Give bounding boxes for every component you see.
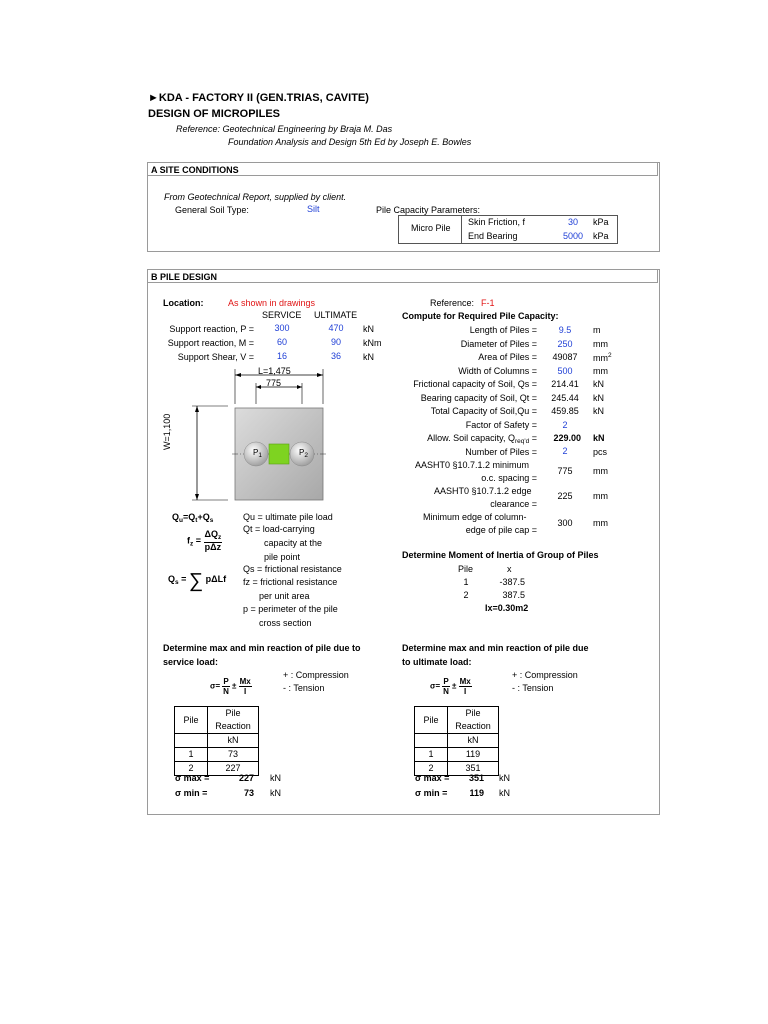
- load-ultimate-p: 470: [328, 323, 344, 333]
- doc-title: DESIGN OF MICROPILES: [148, 108, 281, 120]
- service-col-reaction-1: Pile: [208, 707, 259, 721]
- ultimate-compression: + : Compression: [512, 670, 578, 680]
- allow-unit: kN: [593, 433, 605, 443]
- ultimate-max-unit: kN: [499, 773, 510, 783]
- service-compression: + : Compression: [283, 670, 349, 680]
- capacity-unit-text: mm: [593, 365, 608, 376]
- edge-value: 300: [557, 518, 573, 528]
- service-heading-2: service load:: [163, 657, 219, 667]
- table-row-reaction: 351: [448, 762, 499, 776]
- load-ultimate-v: 36: [330, 351, 341, 361]
- legend-qt-2: capacity at the: [264, 538, 323, 548]
- service-col-pile: Pile: [175, 707, 208, 734]
- ultimate-col-reaction-2: Reaction: [448, 720, 499, 734]
- end-bearing-label: End Bearing: [468, 231, 518, 241]
- inertia-pile-1: 1: [463, 577, 469, 587]
- capacity-unit-text: kN: [593, 406, 604, 416]
- inertia-heading: Determine Moment of Inertia of Group of Piles: [402, 550, 599, 560]
- skin-friction-unit: kPa: [593, 217, 609, 227]
- ultimate-unit: kN: [448, 734, 499, 748]
- service-min-label: σ min =: [175, 788, 208, 798]
- capacity-value: 500: [557, 365, 573, 376]
- section-b-heading: B PILE DESIGN: [147, 269, 658, 283]
- arrow-down-icon: [195, 494, 199, 500]
- pile-type: Micro Pile: [411, 223, 451, 233]
- soil-type-label: General Soil Type:: [175, 205, 249, 215]
- col-ultimate: ULTIMATE: [314, 310, 358, 320]
- aashto1-value: 775: [557, 466, 573, 476]
- service-heading-1: Determine max and min reaction of pile due to: [163, 643, 361, 653]
- load-ultimate-m: 90: [330, 337, 341, 347]
- legend-qt: Qt = load-carrying: [243, 524, 315, 534]
- capacity-label: Factor of Safety =: [465, 419, 537, 430]
- legend-fz-2: per unit area: [259, 591, 310, 601]
- capacity-unit-text: kN: [593, 392, 604, 403]
- reference-label: Reference:: [430, 298, 475, 308]
- service-tension: - : Tension: [283, 683, 325, 693]
- capacity-unit: [593, 325, 601, 335]
- load-unit-m: kNm: [363, 338, 382, 348]
- allow-label: Allow. Soil capacity, $Q_{req'd}$ =: [427, 433, 537, 445]
- formula-qs: $Q_s$ = ∑ pΔLf: [168, 570, 227, 592]
- inertia-result: Ix=0.30m2: [485, 603, 529, 613]
- pile-params-label: Pile Capacity Parameters:: [376, 205, 481, 215]
- ultimate-max-value: 351: [468, 773, 484, 783]
- section-a-heading: A SITE CONDITIONS: [147, 162, 658, 176]
- superscript-two: 2: [608, 352, 612, 359]
- num-piles-value: 2: [562, 446, 568, 456]
- inertia-col-x: x: [507, 564, 512, 574]
- reference-value: F-1: [481, 298, 495, 308]
- ultimate-heading-1: Determine max and min reaction of pile due: [402, 643, 589, 653]
- capacity-unit: [593, 352, 612, 363]
- capacity-value: 214.41: [551, 379, 579, 389]
- allow-value: 229.00: [553, 433, 581, 443]
- load-service-m: 60: [276, 337, 287, 347]
- dim-L-label: L=1,475: [258, 366, 291, 376]
- capacity-value: 49087: [552, 352, 578, 362]
- capacity-unit: [593, 393, 604, 403]
- service-min-unit: kN: [270, 788, 281, 798]
- capacity-unit-text: m: [593, 325, 601, 335]
- inertia-pile-2: 2: [463, 590, 469, 600]
- load-label-p: Support reaction, P =: [169, 324, 254, 334]
- legend-p: p = perimeter of the pile: [243, 604, 338, 614]
- legend-p-2: cross section: [259, 618, 312, 628]
- capacity-value: 459.85: [551, 406, 579, 416]
- service-table: [174, 706, 259, 776]
- compute-heading: Compute for Required Pile Capacity:: [402, 311, 559, 321]
- arrow-left-icon: [256, 385, 261, 389]
- table-row-reaction: 227: [208, 762, 259, 776]
- inertia-x-2: 387.5: [502, 590, 525, 600]
- ultimate-min-value: 119: [469, 788, 484, 798]
- ultimate-heading-2: to ultimate load:: [402, 657, 472, 667]
- table-row-reaction: 119: [448, 748, 499, 762]
- capacity-label: Width of Columns =: [458, 365, 537, 376]
- capacity-unit-text: mm: [593, 338, 608, 349]
- reference-line-2: Foundation Analysis and Design 5th Ed by Joseph E. Bowles: [228, 137, 472, 147]
- dim-spacing-label: 775: [266, 378, 282, 388]
- capacity-value: 250: [557, 338, 573, 349]
- formula-fz: $f_z$ = $\frac{\Delta Q_z}{\text{pΔz}}$: [187, 529, 222, 552]
- capacity-value: 9.5: [558, 325, 572, 335]
- arrow-up-icon: [195, 406, 199, 412]
- service-blank: [175, 734, 208, 748]
- capacity-label: Frictional capacity of Soil, Qs =: [413, 379, 537, 389]
- load-unit-v: kN: [363, 352, 374, 362]
- capacity-unit: [593, 406, 604, 416]
- pile-label-2: $P_2$: [299, 448, 308, 459]
- capacity-label: Area of Piles =: [478, 352, 537, 362]
- table-row-pile: 1: [175, 748, 208, 762]
- capacity-label: Length of Piles =: [469, 325, 537, 335]
- service-max-unit: kN: [270, 773, 281, 783]
- inertia-x-1: -387.5: [499, 577, 525, 587]
- arrow-right-icon: [317, 373, 323, 377]
- end-bearing-unit: kPa: [593, 231, 609, 241]
- table-row-pile: 2: [175, 762, 208, 776]
- location-label: Location:: [163, 298, 204, 308]
- num-piles-unit: pcs: [593, 447, 608, 457]
- capacity-label: Diameter of Piles =: [460, 338, 537, 349]
- ultimate-col-pile: Pile: [415, 707, 448, 734]
- capacity-value: 245.44: [551, 392, 579, 403]
- ultimate-blank: [415, 734, 448, 748]
- col-service: SERVICE: [262, 310, 302, 320]
- edge-line2: edge of pile cap =: [465, 525, 537, 535]
- legend-qt-3: pile point: [264, 552, 301, 562]
- ultimate-min-label: σ min =: [415, 788, 448, 798]
- edge-line1: Minimum edge of column-: [423, 512, 527, 522]
- soil-type-value: Silt: [307, 204, 320, 214]
- arrow-left-icon: [235, 373, 241, 377]
- ultimate-formula: σ= $\frac{P}{N}$ ± $\frac{Mx}{I}$: [430, 677, 471, 696]
- load-service-p: 300: [274, 323, 290, 333]
- location-value: As shown in drawings: [228, 298, 316, 308]
- capacity-label: Total Capacity of Soil,Qu =: [430, 406, 537, 416]
- aashto1-line1: AASHT0 §10.7.1.2 minimum: [415, 460, 530, 470]
- pile-cap-diagram: [160, 362, 360, 510]
- column-square: [269, 444, 289, 464]
- load-label-v: Support Shear, V =: [177, 352, 254, 362]
- service-max-label: σ max =: [175, 773, 210, 783]
- ultimate-min-unit: kN: [499, 788, 510, 798]
- inertia-col-pile: Pile: [458, 564, 474, 574]
- capacity-unit: [593, 339, 608, 349]
- pile-label-1: $P_1$: [253, 448, 262, 459]
- ultimate-table: [414, 706, 499, 776]
- service-col-reaction-2: Reaction: [208, 720, 259, 734]
- legend-fz: fz = frictional resistance: [243, 577, 338, 587]
- service-formula: σ= $\frac{P}{N}$ ± $\frac{Mx}{I}$: [210, 677, 251, 696]
- capacity-label: Bearing capacity of Soil, Qt =: [420, 392, 537, 403]
- service-min-value: 73: [243, 788, 254, 798]
- aashto2-unit: mm: [593, 491, 608, 501]
- table-row-pile: 1: [415, 748, 448, 762]
- table-row-pile: 2: [415, 762, 448, 776]
- aashto1-unit: mm: [593, 466, 608, 476]
- service-unit: kN: [208, 734, 259, 748]
- capacity-unit: [593, 379, 604, 389]
- ultimate-col-reaction-1: Pile: [448, 707, 499, 721]
- load-label-m: Support reaction, M =: [167, 338, 254, 348]
- legend-qu: Qu = ultimate pile load: [243, 512, 333, 522]
- project-title: ►KDA - FACTORY II (GEN.TRIAS, CAVITE): [148, 92, 369, 104]
- arrow-right-icon: ►: [148, 92, 159, 104]
- table-row-reaction: 73: [208, 748, 259, 762]
- reference-line-1: Reference: Geotechnical Engineering by Braja M. Das: [176, 124, 393, 134]
- arrow-right-icon: [297, 385, 302, 389]
- capacity-unit: [593, 366, 608, 376]
- source-note: From Geotechnical Report, supplied by client.: [164, 192, 347, 202]
- formula-qu: $Q_u=Q_t+Q_s$: [172, 512, 214, 524]
- capacity-unit-text: mm: [593, 353, 608, 363]
- legend-qs: Qs = frictional resistance: [243, 564, 342, 574]
- num-piles-label: Number of Piles =: [465, 447, 537, 457]
- load-service-v: 16: [276, 351, 287, 361]
- aashto1-line2: o.c. spacing =: [481, 473, 537, 483]
- capacity-value: 2: [562, 419, 568, 430]
- aashto2-value: 225: [557, 491, 573, 501]
- ultimate-max-label: σ max =: [415, 773, 450, 783]
- end-bearing-value: 5000: [562, 231, 583, 241]
- skin-friction-value: 30: [567, 217, 578, 227]
- aashto2-line1: AASHT0 §10.7.1.2 edge: [434, 486, 532, 496]
- edge-unit: mm: [593, 518, 608, 528]
- capacity-unit-text: kN: [593, 379, 604, 389]
- ultimate-tension: - : Tension: [512, 683, 554, 693]
- service-max-value: 227: [238, 773, 254, 783]
- skin-friction-label: Skin Friction, f: [468, 217, 526, 227]
- aashto2-line2: clearance =: [490, 499, 537, 509]
- load-unit-p: kN: [363, 324, 374, 334]
- dim-W-label: W=1,100: [162, 413, 172, 450]
